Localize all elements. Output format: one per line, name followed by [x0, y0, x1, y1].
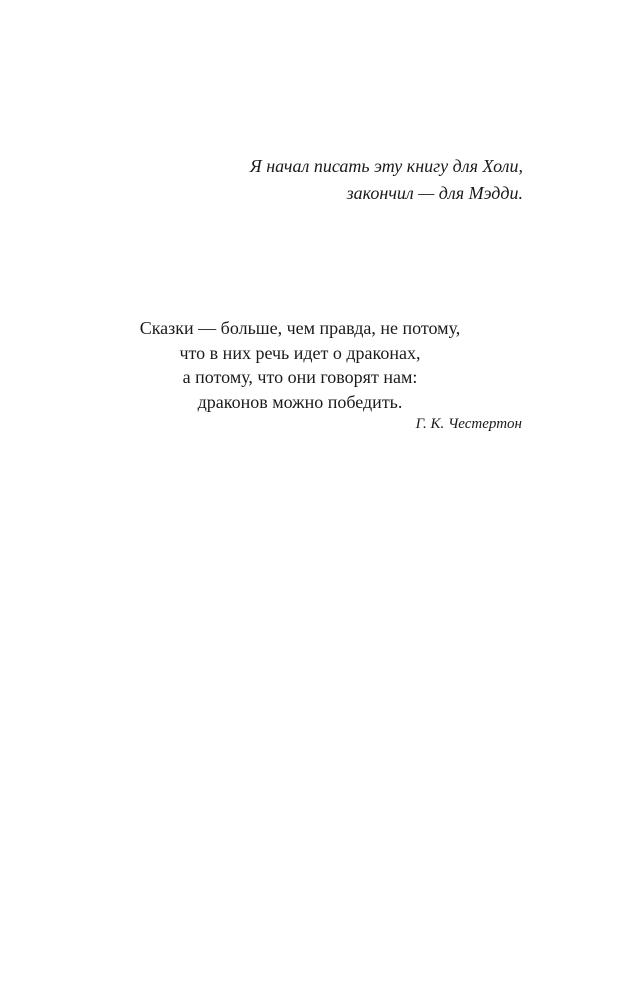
epigraph-attribution: Г. К. Честертон [415, 416, 522, 432]
epigraph-line: драконов можно победить. [197, 391, 403, 412]
dedication [250, 153, 523, 207]
dedication-line: Я начал писать эту книгу для Холи, [249, 156, 523, 176]
dedication-line: закончил — для Мэдди. [346, 183, 523, 203]
epigraph [0, 316, 600, 414]
epigraph-line: что в них речь идет о драконах, [179, 342, 421, 363]
epigraph-line: а потому, что они говорят нам: [182, 367, 418, 387]
epigraph-line: Сказки — больше, чем правда, не потому, [139, 318, 461, 338]
